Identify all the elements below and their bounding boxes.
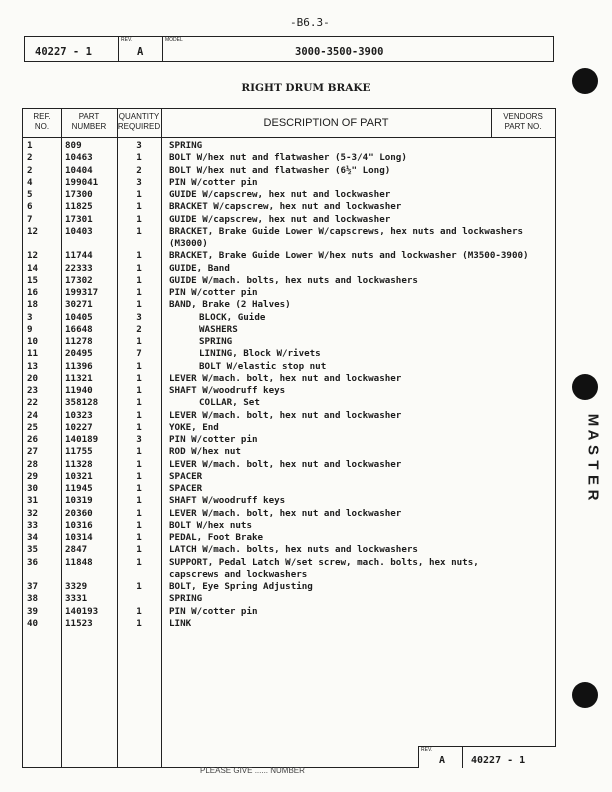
description-cell: WASHERS [199,323,238,335]
description-cell: LEVER W/mach. bolt, hex nut and lockwasher [169,507,402,519]
ref-cell: 13 [27,360,39,372]
ref-cell: 36 [27,556,39,568]
description-cell: GUIDE W/capscrew, hex nut and lockwasher [169,189,391,200]
master-stamp [578,412,608,502]
binder-hole [572,374,598,400]
table-row [23,336,555,348]
description-cell: (M3000) [169,238,208,249]
part-number-cell: 199041 [65,176,99,188]
table-row [23,483,555,495]
quantity-cell: 7 [136,348,142,360]
part-number-cell: 10323 [65,409,93,421]
quantity-cell: 3 [136,434,142,445]
description-cell: GUIDE W/capscrew, hex nut and lockwasher [169,213,391,225]
description-cell: COLLAR, Set [199,397,260,409]
part-number-cell: 16648 [65,323,93,335]
quantity-cell: 1 [136,605,142,617]
ref-cell: 39 [27,605,39,617]
part-number-cell: 11523 [65,617,93,629]
table-row [23,422,555,434]
header-box [24,36,554,62]
table-row [23,299,555,311]
quantity-cell: 1 [136,556,142,568]
ref-cell: 34 [27,532,39,543]
header-part-line1: PART [78,112,100,121]
table-row [23,618,555,630]
table-row [23,508,555,520]
description-cell: PEDAL, Foot Brake [169,532,264,543]
part-number-cell: 30271 [65,299,93,311]
table-row [23,312,555,324]
description-cell: PIN W/cotter pin [169,605,258,617]
ref-cell: 33 [27,519,39,531]
ref-cell: 24 [27,409,39,421]
ref-cell: 12 [27,225,39,237]
table-row [23,593,555,605]
part-number-cell: 140193 [65,605,99,617]
header-part-cell [25,37,119,61]
quantity-cell: 1 [136,397,142,409]
header-model: 3000-3500-3900 [295,46,384,58]
part-number-cell: 17301 [65,213,93,225]
footer-box [418,746,556,768]
table-row [23,581,555,593]
table-row [23,140,555,152]
table-row [23,238,555,250]
table-row [23,189,555,201]
ref-cell: 31 [27,495,39,507]
quantity-cell: 1 [136,336,142,347]
ref-cell: 16 [27,287,39,298]
ref-cell: 23 [27,385,39,396]
description-cell: BRACKET, Brake Guide Lower W/hex nuts and lockwasher (M3500-3900) [169,250,529,262]
table-row [23,397,555,409]
part-number-cell: 17302 [65,274,93,286]
table-row [23,410,555,422]
part-number-cell: 140189 [65,434,99,445]
header-rev-label: REV. [121,37,133,43]
ref-cell: 3 [27,311,33,323]
part-number-cell: 3331 [65,593,88,605]
ref-cell: 6 [27,201,33,213]
table-row [23,250,555,262]
part-number-cell: 2847 [65,544,88,556]
header-rev: A [137,46,144,58]
part-number-cell: 11940 [65,385,93,396]
ref-cell: 35 [27,544,39,556]
footer-rev-cell [419,747,463,768]
description-cell: SPACER [169,470,203,482]
ref-cell: 37 [27,581,39,592]
quantity-cell: 1 [136,544,142,556]
part-number-cell: 10319 [65,495,93,507]
part-number-cell: 10314 [65,532,93,543]
description-cell: SPRING [169,140,203,151]
stamp-letter: T [584,460,602,469]
part-number-cell: 11396 [65,360,93,372]
description-cell: PIN W/cotter pin [169,434,258,445]
stamp-letter: M [584,413,602,426]
part-number-cell: 22333 [65,262,93,274]
part-number-cell: 358128 [65,397,99,409]
ref-cell: 28 [27,458,39,470]
quantity-cell: 1 [136,458,142,470]
quantity-cell: 1 [136,299,142,311]
part-number-cell: 11755 [65,446,93,458]
quantity-cell: 1 [136,507,142,519]
part-number-cell: 10227 [65,421,93,433]
description-cell: PIN W/cotter pin [169,176,258,188]
quantity-cell: 1 [136,274,142,286]
description-cell: BRACKET, Brake Guide Lower W/capscrews, hex nuts and lockwashers [169,225,524,237]
description-cell: BLOCK, Guide [199,311,266,323]
ref-cell: 1 [27,140,33,151]
stamp-letter: R [584,489,602,500]
ref-cell: 38 [27,593,39,605]
ref-cell: 29 [27,470,39,482]
parts-table [22,108,556,768]
stamp-letter: E [584,474,602,484]
quantity-cell: 3 [136,311,142,323]
quantity-cell: 1 [136,617,142,629]
part-number-cell: 10405 [65,311,93,323]
quantity-cell: 3 [136,140,142,151]
table-row [23,544,555,556]
part-number-cell: 11825 [65,201,93,213]
part-number-cell: 809 [65,140,82,151]
quantity-cell: 1 [136,213,142,225]
ref-cell: 10 [27,336,39,347]
section-title: RIGHT DRUM BRAKE [241,82,371,94]
part-number-cell: 11945 [65,483,93,494]
header-part-number-col [61,109,117,137]
table-row [23,361,555,373]
table-header [23,109,555,138]
quantity-cell: 3 [136,176,142,188]
header-quantity [117,109,161,137]
quantity-cell: 1 [136,287,142,298]
ref-cell: 22 [27,397,39,409]
part-number-cell: 10316 [65,519,93,531]
quantity-cell: 2 [136,164,142,176]
ref-cell: 12 [27,250,39,262]
part-number-cell: 11278 [65,336,93,347]
header-vendors-line2: PART NO. [504,122,542,131]
table-row [23,385,555,397]
table-row [23,214,555,226]
footer-rev-label: REV. [421,747,433,753]
part-number-cell: 10463 [65,152,93,164]
table-row [23,520,555,532]
ref-cell: 30 [27,483,39,494]
description-cell: SUPPORT, Pedal Latch W/set screw, mach. bolts, hex nuts, [169,556,479,568]
binder-hole [572,68,598,94]
table-row [23,471,555,483]
part-number-cell: 20495 [65,348,93,360]
table-row [23,177,555,189]
quantity-cell: 1 [136,360,142,372]
header-qty-line1: QUANTITY [118,112,160,121]
description-cell: BOLT W/elastic stop nut [199,360,327,372]
description-cell: ROD W/hex nut [169,446,241,458]
footer-note: PLEASE GIVE ...... NUMBER [200,766,305,775]
table-body [23,140,555,630]
ref-cell: 9 [27,323,33,335]
ref-cell: 7 [27,213,33,225]
quantity-cell: 1 [136,483,142,494]
table-row [23,373,555,385]
description-cell: BOLT W/hex nut and flatwasher (6½" Long) [169,164,391,176]
header-model-cell [163,37,553,61]
description-cell: SHAFT W/woodruff keys [169,495,286,507]
ref-cell: 25 [27,421,39,433]
ref-cell: 4 [27,176,33,188]
description-cell: BOLT W/hex nuts [169,519,252,531]
quantity-cell: 1 [136,470,142,482]
description-cell: PIN W/cotter pin [169,287,258,298]
table-row [23,226,555,238]
table-row [23,495,555,507]
header-vendors [491,109,555,137]
quantity-cell: 1 [136,189,142,200]
header-part-line2: NUMBER [71,122,107,131]
part-number-cell: 20360 [65,507,93,519]
ref-cell: 32 [27,507,39,519]
quantity-cell: 1 [136,372,142,384]
description-cell: GUIDE, Band [169,262,230,274]
header-ref-line1: REF. [33,112,51,121]
description-cell: SPRING [199,336,233,347]
quantity-cell: 1 [136,201,142,213]
table-row [23,348,555,360]
part-number-cell: 11848 [65,556,93,568]
description-cell: BOLT, Eye Spring Adjusting [169,581,313,592]
description-cell: GUIDE W/mach. bolts, hex nuts and lockwashers [169,274,418,286]
quantity-cell: 1 [136,519,142,531]
description-cell: LINING, Block W/rivets [199,348,321,360]
description-cell: LEVER W/mach. bolt, hex nut and lockwasher [169,458,402,470]
table-row [23,263,555,275]
part-number-cell: 11744 [65,250,93,262]
header-qty-line2: REQUIRED [117,122,161,131]
ref-cell: 20 [27,372,39,384]
ref-cell: 2 [27,152,33,164]
ref-cell: 40 [27,617,39,629]
page-number: -B6.3- [290,16,330,29]
description-cell: BAND, Brake (2 Halves) [169,299,291,311]
header-ref-line2: NO. [34,122,50,131]
quantity-cell: 1 [136,250,142,262]
header-part-number: 40227 - 1 [35,46,92,58]
header-description: DESCRIPTION OF PART [263,117,389,129]
binder-hole [572,682,598,708]
quantity-cell: 1 [136,225,142,237]
column-divider [491,109,492,137]
description-cell: BRACKET W/capscrew, hex nut and lockwasher [169,201,402,213]
table-row [23,275,555,287]
stamp-letter: S [584,444,602,454]
header-vendors-line1: VENDORS [503,112,543,121]
part-number-cell: 17300 [65,189,93,200]
ref-cell: 18 [27,299,39,311]
ref-cell: 11 [27,348,39,360]
table-row [23,201,555,213]
table-row [23,324,555,336]
ref-cell: 14 [27,262,39,274]
header-rev-cell [119,37,163,61]
table-row [23,165,555,177]
ref-cell: 5 [27,189,33,200]
part-number-cell: 3329 [65,581,88,592]
ref-cell: 2 [27,164,33,176]
ref-cell: 27 [27,446,39,458]
table-row [23,434,555,446]
table-row [23,606,555,618]
part-number-cell: 10321 [65,470,93,482]
part-number-cell: 199317 [65,287,99,298]
header-model-label: MODEL [165,37,183,43]
quantity-cell: 1 [136,262,142,274]
quantity-cell: 1 [136,495,142,507]
description-cell: SHAFT W/woodruff keys [169,385,286,396]
ref-cell: 15 [27,274,39,286]
description-cell: LEVER W/mach. bolt, hex nut and lockwasher [169,372,402,384]
table-row [23,446,555,458]
table-row [23,459,555,471]
description-cell: SPRING [169,593,203,605]
description-cell: LEVER W/mach. bolt, hex nut and lockwasher [169,409,402,421]
header-ref-no [23,109,61,137]
ref-cell: 26 [27,434,39,445]
quantity-cell: 1 [136,421,142,433]
table-row [23,557,555,569]
stamp-letter: A [584,429,602,440]
part-number-cell: 11328 [65,458,93,470]
table-row [23,287,555,299]
quantity-cell: 1 [136,581,142,592]
quantity-cell: 1 [136,446,142,458]
part-number-cell: 11321 [65,372,93,384]
part-number-cell: 10403 [65,225,93,237]
description-cell: capscrews and lockwashers [169,568,308,580]
table-row [23,152,555,164]
part-number-cell: 10404 [65,164,93,176]
footer-part-number: 40227 - 1 [471,755,526,766]
table-row [23,569,555,581]
description-cell: LATCH W/mach. bolts, hex nuts and lockwashers [169,544,418,556]
description-cell: BOLT W/hex nut and flatwasher (5-3/4" Long) [169,152,407,164]
footer-rev: A [439,755,446,766]
quantity-cell: 1 [136,532,142,543]
quantity-cell: 1 [136,385,142,396]
quantity-cell: 1 [136,152,142,164]
description-cell: YOKE, End [169,421,219,433]
quantity-cell: 1 [136,409,142,421]
description-cell: SPACER [169,483,203,494]
description-cell: LINK [169,617,192,629]
table-row [23,532,555,544]
quantity-cell: 2 [136,323,142,335]
